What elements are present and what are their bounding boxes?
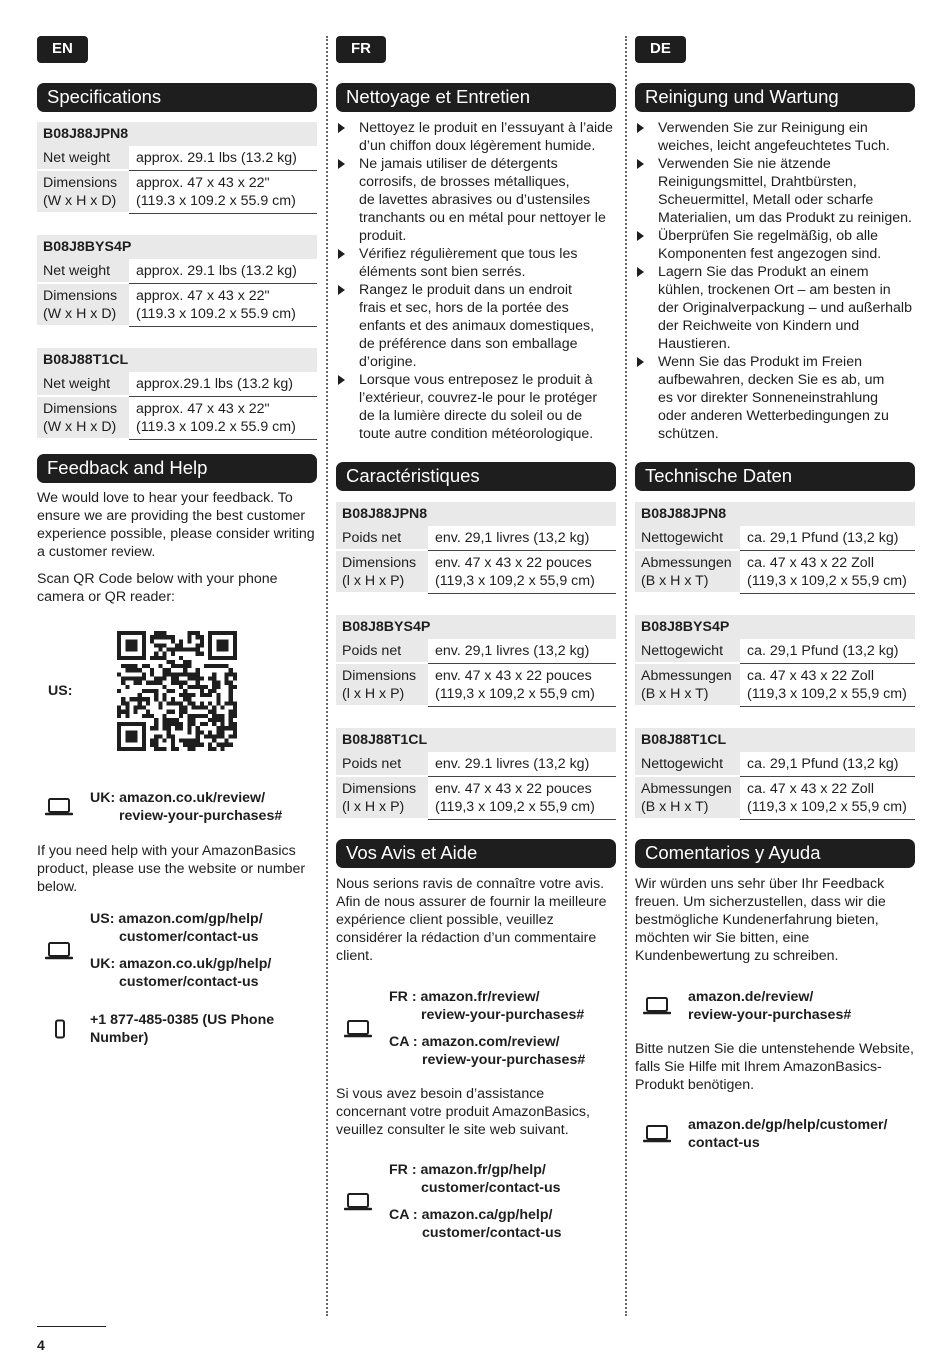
spec-value: approx. 29.1 lbs (13.2 kg) [129, 259, 317, 284]
fr-review-link[interactable]: FR : amazon.fr/review/ review-your-purchases# [389, 989, 585, 1023]
spec-row [336, 752, 616, 777]
us-help-link[interactable]: US: amazon.com/gp/help/ customer/contact-us [90, 911, 263, 945]
spec-row [635, 551, 915, 594]
spec-value: ca. 29,1 Pfund (13,2 kg) [740, 526, 915, 551]
laptop-icon [635, 996, 688, 1016]
fr-help-link[interactable]: FR : amazon.fr/gp/help/ customer/contact-us [389, 1162, 561, 1196]
ca-help-link[interactable]: CA : amazon.ca/gp/help/ customer/contact-us [389, 1207, 562, 1241]
bullet-icon [637, 159, 644, 169]
en-spec-group-2 [37, 235, 317, 327]
spec-key: Net weight [37, 259, 129, 284]
en-feedback-text: We would love to hear your feedback. To ensure we are providing the best customer experience possible, please consider writing a customer review. [37, 490, 315, 560]
spec-value: env. 47 x 43 x 22 pouces (119,3 x 109,2 x 55,9 cm) [428, 664, 616, 707]
qr-code[interactable] [117, 631, 237, 751]
en-spec-group-3 [37, 348, 317, 440]
lang-tag-en: EN [37, 36, 88, 63]
qr-label: US: [48, 683, 73, 699]
spec-key: Poids net [336, 526, 428, 551]
spec-key: Nettogewicht [635, 639, 740, 664]
spec-row [37, 397, 317, 440]
spec-row [336, 526, 616, 551]
laptop-icon [336, 1192, 389, 1212]
lang-tag-fr: FR [336, 36, 386, 63]
bullet-icon [637, 123, 644, 133]
spec-row [635, 639, 915, 664]
bullet-icon [338, 159, 345, 169]
en-feedback-title: Feedback and Help [37, 454, 317, 483]
spec-key: Nettogewicht [635, 752, 740, 777]
en-qr-instruction: Scan QR Code below with your phone camera or QR reader: [37, 571, 278, 605]
spec-value: ca. 47 x 43 x 22 Zoll (119,3 x 109,2 x 55,9 cm) [740, 777, 915, 820]
de-help-link[interactable]: amazon.de/gp/help/customer/ contact-us [688, 1117, 888, 1151]
fr-help-links [389, 1161, 562, 1242]
list-item: Vérifiez régulièrement que tous les éléments sont bien serrés. [336, 245, 616, 281]
model-number: B08J88JPN8 [336, 502, 616, 526]
uk-help-link[interactable]: UK: amazon.co.uk/gp/help/ customer/contact-us [90, 956, 272, 990]
fr-help-text: Si vous avez besoin d’assistance concernant votre produit AmazonBasics, veuillez consulter le site web suivant. [336, 1086, 590, 1138]
laptop-icon [37, 797, 90, 817]
bullet-icon [637, 267, 644, 277]
spec-key: Dimensions (l x H x P) [336, 551, 428, 594]
bullet-icon [637, 357, 644, 367]
bullet-icon [338, 249, 345, 259]
spec-value: ca. 29,1 Pfund (13,2 kg) [740, 639, 915, 664]
fr-care-title: Nettoyage et Entretien [336, 83, 616, 112]
de-spec-title: Technische Daten [635, 462, 915, 491]
fr-feedback-text: Nous serions ravis de connaître votre avis. Afin de nous assurer de fournir la meilleure expérience client possible, veuillez considérer la rédaction d’un commentaire client. [336, 876, 607, 964]
laptop-icon [336, 1019, 389, 1039]
spec-value: env. 29,1 livres (13,2 kg) [428, 526, 616, 551]
spec-value: approx.29.1 lbs (13.2 kg) [129, 372, 317, 397]
de-spec-group-1 [635, 502, 915, 594]
de-care-list [635, 119, 915, 443]
fr-spec-group-3 [336, 728, 616, 820]
fr-spec-title: Caractéristiques [336, 462, 616, 491]
fr-feedback-title: Vos Avis et Aide [336, 839, 616, 868]
model-number: B08J8BYS4P [635, 615, 915, 639]
phone-icon [37, 1019, 90, 1039]
en-spec-title: Specifications [37, 83, 317, 112]
spec-key: Poids net [336, 752, 428, 777]
list-item: Lagern Sie das Produkt an einem kühlen, trockenen Ort – am besten in der Originalverpackung – und außerhalb der Reichweite von Kindern und Haustieren. [635, 263, 915, 353]
spec-value: ca. 47 x 43 x 22 Zoll (119,3 x 109,2 x 55,9 cm) [740, 551, 915, 594]
phone-row [37, 1011, 317, 1047]
spec-key: Abmessungen (B x H x T) [635, 664, 740, 707]
fr-spec-group-1 [336, 502, 616, 594]
spec-key: Dimensions (W x H x D) [37, 171, 129, 214]
en-help-text: If you need help with your AmazonBasics product, please use the website or number below. [37, 843, 306, 895]
spec-row [336, 551, 616, 594]
bullet-icon [637, 231, 644, 241]
spec-value: env. 29.1 livres (13,2 kg) [428, 752, 616, 777]
column-de [635, 36, 915, 1152]
list-item: Wenn Sie das Produkt im Freien aufbewahren, decken Sie es ab, um es vor direkter Sonneneinstrahlung oder anderen Wetterbedingungen zu schützen. [635, 353, 915, 443]
uk-review-link-row [37, 789, 317, 825]
de-spec-group-2 [635, 615, 915, 707]
spec-row [336, 664, 616, 707]
spec-row [37, 146, 317, 171]
model-number: B08J88JPN8 [37, 122, 317, 146]
spec-key: Dimensions (W x H x D) [37, 397, 129, 440]
spec-row [336, 639, 616, 664]
spec-row [336, 777, 616, 820]
model-number: B08J8BYS4P [336, 615, 616, 639]
bullet-icon [338, 375, 345, 385]
column-fr [336, 36, 616, 1242]
list-item: Verwenden Sie nie ätzende Reinigungsmittel, Drahtbürsten, Scheuermittel, Metall oder scharfe Materialien, um das Produkt zu reinigen. [635, 155, 915, 227]
de-help-link-row [635, 1116, 915, 1152]
page-number: 4 [37, 1337, 45, 1353]
model-number: B08J88T1CL [336, 728, 616, 752]
spec-key: Net weight [37, 146, 129, 171]
qr-section [37, 631, 317, 751]
spec-key: Abmessungen (B x H x T) [635, 551, 740, 594]
spec-value: env. 47 x 43 x 22 pouces (119,3 x 109,2 x 55,9 cm) [428, 777, 616, 820]
de-review-link-row [635, 988, 915, 1024]
spec-key: Abmessungen (B x H x T) [635, 777, 740, 820]
spec-key: Dimensions (l x H x P) [336, 664, 428, 707]
model-number: B08J88T1CL [635, 728, 915, 752]
de-feedback-title: Comentarios y Ayuda [635, 839, 915, 868]
de-feedback-text: Wir würden uns sehr über Ihr Feedback freuen. Um sicherzustellen, dass wir die bestmögliche Kundenerfahrung bieten, möchten wir Sie bitten, eine Kundenbewertung zu schreiben. [635, 876, 886, 964]
de-help-text: Bitte nutzen Sie die untenstehende Website, falls Sie Hilfe mit Ihrem AmazonBasics-Produkt benötigen. [635, 1041, 914, 1093]
spec-value: approx. 47 x 43 x 22" (119.3 x 109.2 x 55.9 cm) [129, 284, 317, 327]
spec-row [635, 526, 915, 551]
en-spec-tables [37, 122, 317, 440]
spec-key: Nettogewicht [635, 526, 740, 551]
fr-help-links-row [336, 1161, 616, 1242]
list-item: Ne jamais utiliser de détergents corrosifs, de brosses métalliques, de lavettes abrasives ou d’ustensiles tranchants ou en métal pour nettoyer le produit. [336, 155, 616, 245]
laptop-icon [635, 1124, 688, 1144]
ca-review-link[interactable]: CA : amazon.com/review/ review-your-purchases# [389, 1034, 586, 1068]
spec-value: approx. 47 x 43 x 22" (119.3 x 109.2 x 55.9 cm) [129, 397, 317, 440]
de-spec-tables [635, 502, 915, 820]
list-item: Rangez le produit dans un endroit frais et sec, hors de la portée des enfants et des animaux domestiques, de préférence dans son emballage d’origine. [336, 281, 616, 371]
spec-key: Dimensions (W x H x D) [37, 284, 129, 327]
spec-row [37, 171, 317, 214]
bullet-icon [338, 123, 345, 133]
de-care-title: Reinigung und Wartung [635, 83, 915, 112]
us-phone-number[interactable]: +1 877-485-0385 (US Phone Number) [90, 1012, 275, 1046]
spec-row [37, 259, 317, 284]
spec-key: Poids net [336, 639, 428, 664]
model-number: B08J88JPN8 [635, 502, 915, 526]
en-spec-group-1 [37, 122, 317, 214]
spec-value: ca. 29,1 Pfund (13,2 kg) [740, 752, 915, 777]
list-item: Lorsque vous entreposez le produit à l’extérieur, couvrez-le pour le protéger de la lumière directe du soleil ou de toute autre condition météorologique. [336, 371, 616, 443]
footer-rule [37, 1326, 106, 1327]
spec-key: Dimensions (l x H x P) [336, 777, 428, 820]
model-number: B08J8BYS4P [37, 235, 317, 259]
spec-row [37, 372, 317, 397]
de-review-link[interactable]: amazon.de/review/ review-your-purchases# [688, 989, 852, 1023]
spec-value: env. 47 x 43 x 22 pouces (119,3 x 109,2 x 55,9 cm) [428, 551, 616, 594]
spec-row [635, 777, 915, 820]
lang-tag-de: DE [635, 36, 686, 63]
en-help-links-row [37, 910, 317, 991]
fr-care-list [336, 119, 616, 443]
list-item: Nettoyez le produit en l’essuyant à l’aide d’un chiffon doux légèrement humide. [336, 119, 616, 155]
column-divider-1 [326, 36, 328, 1316]
spec-value: approx. 29.1 lbs (13.2 kg) [129, 146, 317, 171]
column-en [37, 36, 317, 1047]
en-help-links [90, 910, 271, 991]
spec-value: env. 29,1 livres (13,2 kg) [428, 639, 616, 664]
de-spec-group-3 [635, 728, 915, 820]
column-divider-2 [625, 36, 627, 1316]
spec-row [635, 752, 915, 777]
list-item: Überprüfen Sie regelmäßig, ob alle Komponenten fest angezogen sind. [635, 227, 915, 263]
spec-value: approx. 47 x 43 x 22" (119.3 x 109.2 x 55.9 cm) [129, 171, 317, 214]
fr-review-links [389, 988, 585, 1069]
laptop-icon [37, 941, 90, 961]
bullet-icon [338, 285, 345, 295]
model-number: B08J88T1CL [37, 348, 317, 372]
spec-value: ca. 47 x 43 x 22 Zoll (119,3 x 109,2 x 55,9 cm) [740, 664, 915, 707]
list-item: Verwenden Sie zur Reinigung ein weiches, leicht angefeuchtetes Tuch. [635, 119, 915, 155]
spec-key: Net weight [37, 372, 129, 397]
fr-spec-tables [336, 502, 616, 820]
spec-row [635, 664, 915, 707]
fr-spec-group-2 [336, 615, 616, 707]
spec-row [37, 284, 317, 327]
uk-review-link[interactable]: UK: amazon.co.uk/review/ review-your-purchases# [90, 790, 283, 824]
fr-review-links-row [336, 988, 616, 1069]
